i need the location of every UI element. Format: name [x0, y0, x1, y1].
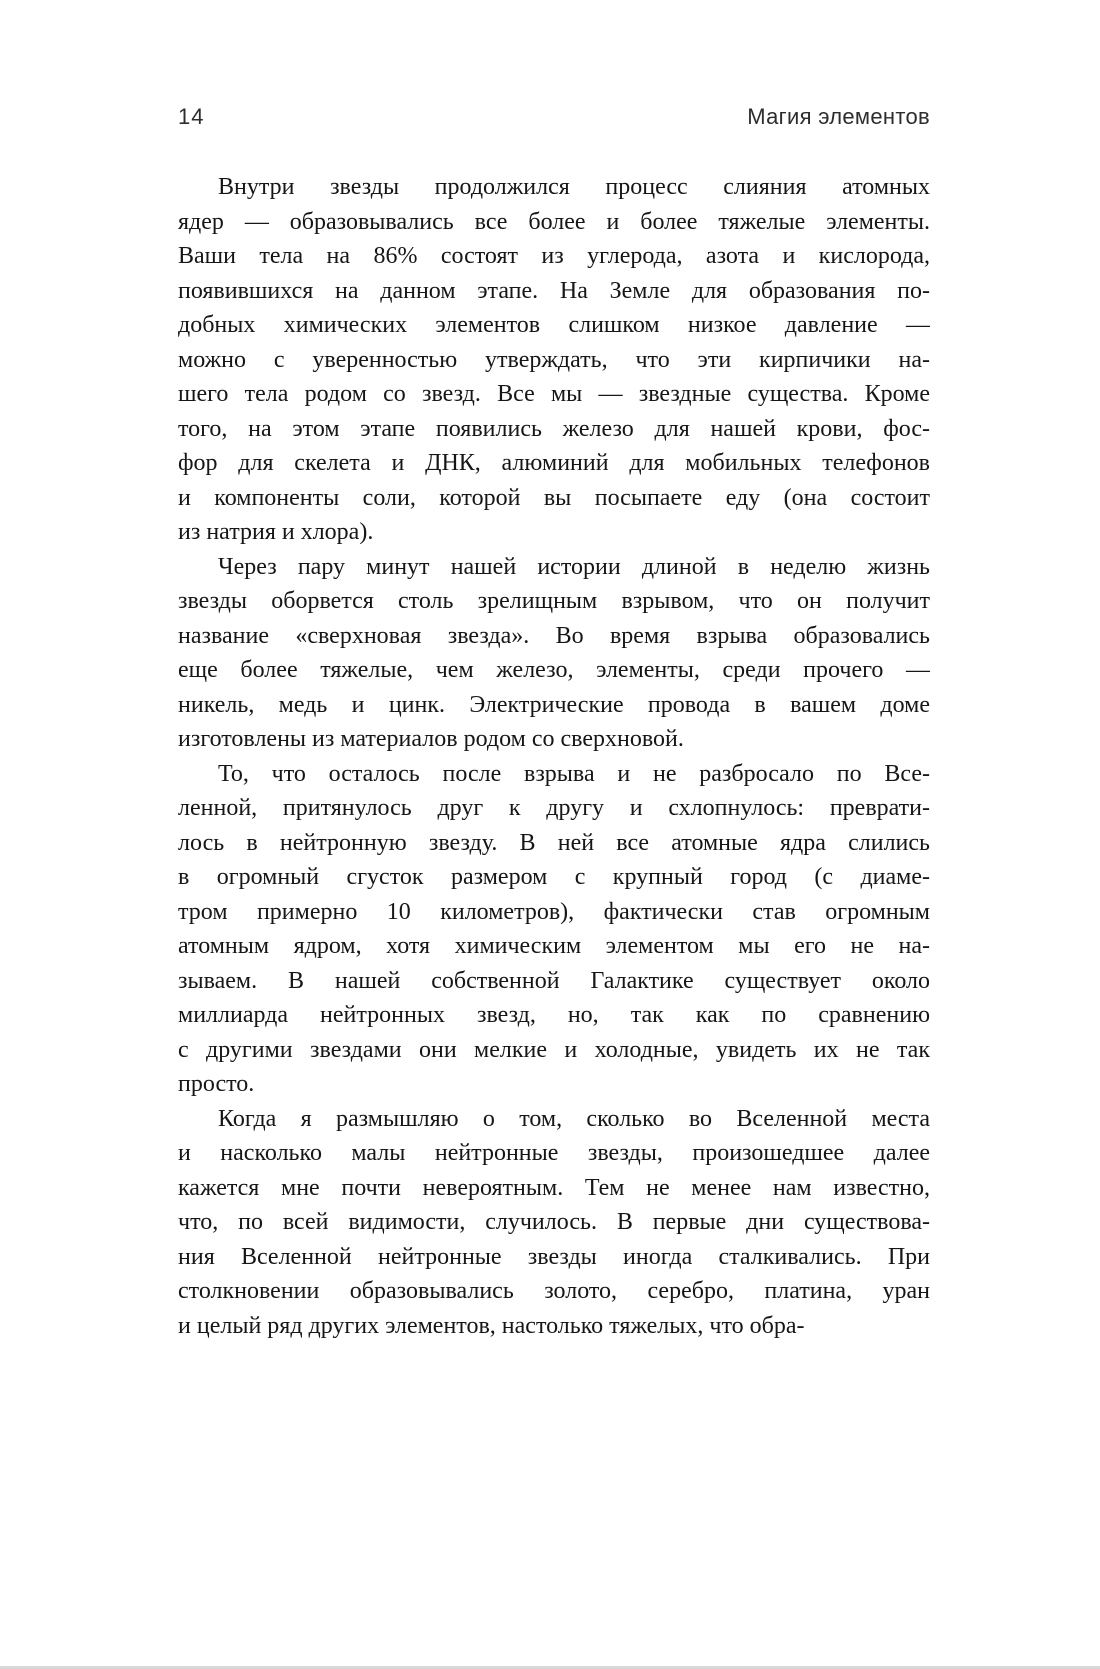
paragraph	[178, 170, 930, 550]
text-line: Когда я размышляю о том, сколько во Вселенной места	[218, 1105, 930, 1132]
text-line: и целый ряд других элементов, настолько тяжелых, что обра-	[178, 1312, 805, 1339]
text-line: из натрия и хлора).	[178, 519, 374, 545]
text-line: ния Вселенной нейтронные звезды иногда сталкивались. При	[178, 1243, 930, 1270]
paragraph	[178, 757, 930, 1102]
text-line: того, на этом этапе появились железо для нашей крови, фос-	[178, 415, 930, 442]
text-line: с другими звездами они мелкие и холодные, увидеть их не так	[178, 1036, 930, 1063]
running-title: Магия элементов	[747, 104, 930, 129]
text-line: тром примерно 10 километров), фактически став огромным	[178, 898, 930, 925]
text-line: в огромный сгусток размером с крупный город (с диаме-	[178, 864, 930, 890]
text-line: зываем. В нашей собственной Галактике существует около	[178, 967, 930, 994]
text-line: шего тела родом со звезд. Все мы — звездные существа. Кроме	[178, 381, 930, 407]
text-line: название «сверхновая звезда». Во время взрыва образовались	[178, 622, 930, 649]
page-number: 14	[178, 104, 205, 129]
paragraph	[178, 1102, 930, 1344]
text-line: Ваши тела на 86% состоят из углерода, азота и кислорода,	[178, 243, 930, 269]
text-line: столкновении образовывались золото, серебро, платина, уран	[178, 1278, 930, 1304]
text-line: появившихся на данном этапе. На Земле для образования по-	[178, 277, 930, 304]
text-line: еще более тяжелые, чем железо, элементы, среди прочего —	[178, 657, 930, 683]
text-line: кажется мне почти невероятным. Тем не менее нам известно,	[178, 1174, 930, 1201]
text-line: никель, медь и цинк. Электрические провода в вашем доме	[178, 691, 930, 718]
text-line: Через пару минут нашей истории длиной в неделю жизнь	[218, 553, 930, 580]
body-text	[178, 170, 930, 1343]
text-line: Внутри звезды продолжился процесс слияния атомных	[218, 174, 930, 200]
text-line: атомным ядром, хотя химическим элементом мы его не на-	[178, 933, 930, 959]
text-line: и компоненты соли, которой вы посыпаете еду (она состоит	[178, 484, 930, 511]
text-line: просто.	[178, 1071, 255, 1097]
text-line: и насколько малы нейтронные звезды, произошедшее далее	[178, 1140, 930, 1166]
page-header	[178, 104, 930, 130]
text-line: изготовлены из материалов родом со сверхновой.	[178, 726, 684, 752]
text-line: ленной, притянулось друг к другу и схлопнулось: преврати-	[178, 795, 930, 821]
text-line: ядер — образовывались все более и более тяжелые элементы.	[178, 208, 930, 235]
text-line: что, по всей видимости, случилось. В первые дни существова-	[178, 1209, 930, 1235]
text-line: миллиарда нейтронных звезд, но, так как по сравнению	[178, 1002, 930, 1028]
text-line: фор для скелета и ДНК, алюминий для мобильных телефонов	[178, 450, 930, 476]
text-line: То, что осталось после взрыва и не разбросало по Все-	[218, 760, 930, 787]
text-line: можно с уверенностью утверждать, что эти кирпичики на-	[178, 346, 930, 373]
text-line: звезды оборвется столь зрелищным взрывом, что он получит	[178, 588, 930, 614]
paragraph	[178, 550, 930, 757]
text-line: добных химических элементов слишком низкое давление —	[178, 312, 930, 338]
text-line: лось в нейтронную звезду. В ней все атомные ядра слились	[178, 829, 930, 856]
